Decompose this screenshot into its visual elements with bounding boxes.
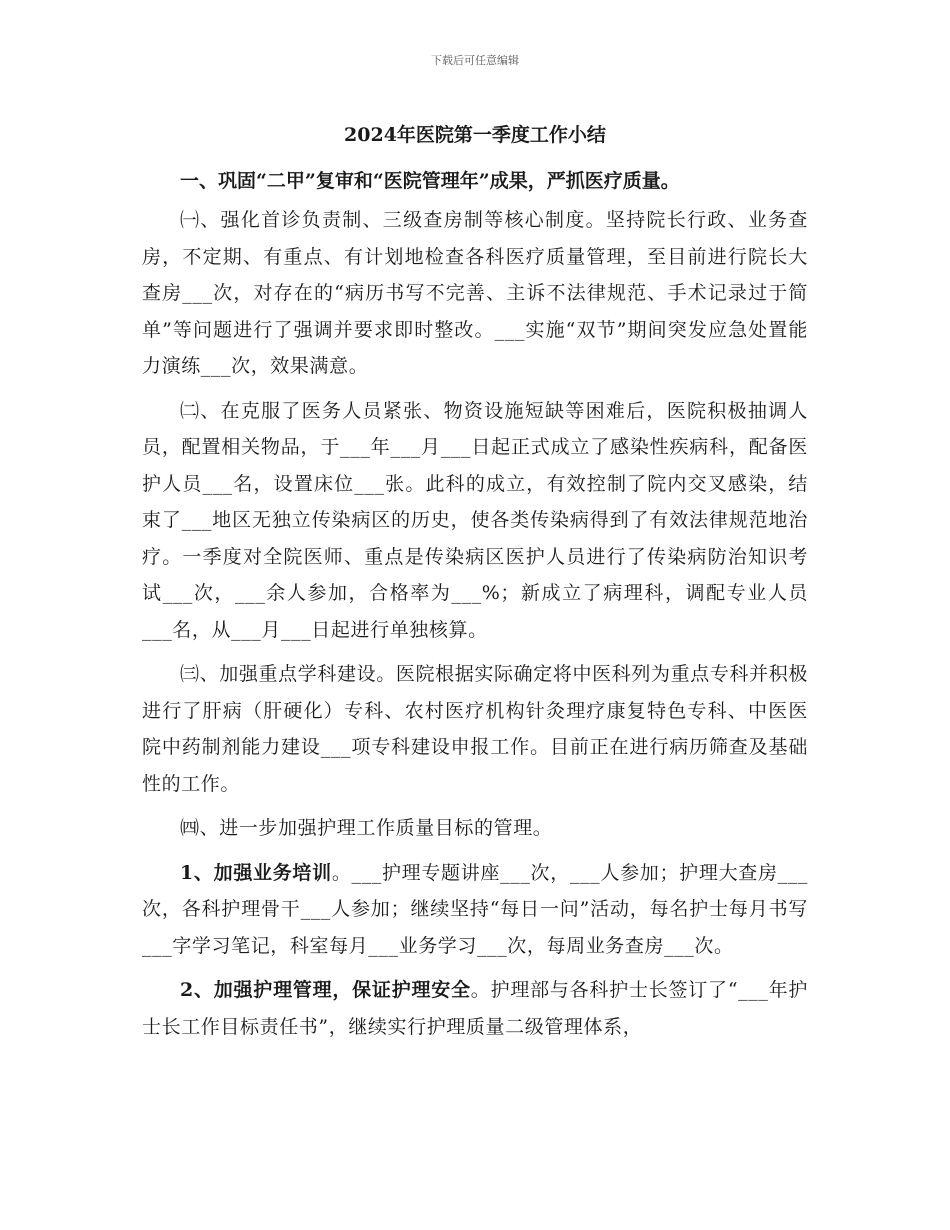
header-note: 下载后可任意编辑 xyxy=(431,54,519,67)
paragraph-1: ㈠、强化首诊负责制、三级查房制等核心制度。坚持院长行政、业务查房，不定期、有重点、有计划地检查各科医疗质量管理，至目前进行院长大查房___次，对存在的“病历书写不完善、主诉不法律规范、手术记录过于简单”等问题进行了强调并要求即时整改。___实施“双节”期间突发应急处置能力演练___次，效果满意。 xyxy=(142,209,808,377)
document-body xyxy=(142,118,808,1053)
paragraph-6-heading: 2、加强护理管理，保证护理安全 xyxy=(180,979,471,1001)
paragraph-4: ㈣、进一步加强护理工作质量目标的管理。 xyxy=(180,817,553,839)
paragraph-2: ㈡、在克服了医务人员紧张、物资设施短缺等困难后，医院积极抽调人员，配置相关物品，于___年___月___日起正式成立了感染性疾病科，配备医护人员___名，设置床位___张。此科的成立，有效控制了院内交叉感染，结束了___地区无独立传染病区的历史，使各类传染病得到了有效法律规范地治疗。一季度对全院医师、重点是传染病区医护人员进行了传染病防治知识考试___次，___余人参加，合格率为___%；新成立了病理科，调配专业人员___名，从___月___日起进行单独核算。 xyxy=(142,399,808,641)
paragraph-5-text: 。___护理专题讲座___次，___人参加；护理大查房___次，各科护理骨干___人参加；继续坚持“每日一问”活动，每名护士每月书写___字学习笔记，科室每月___业务学习___次，每周业务查房___次。 xyxy=(142,861,808,957)
document-title: 2024年医院第一季度工作小结 xyxy=(344,124,606,146)
paragraph-5 xyxy=(142,855,808,965)
paragraph-3: ㈢、加强重点学科建设。医院根据实际确定将中医科列为重点专科并积极进行了肝病（肝硬化）专科、农村医疗机构针灸理疗康复特色专科、中医医院中药制剂能力建设___项专科建设申报工作。目前正在进行病历筛查及基础性的工作。 xyxy=(142,663,808,795)
paragraph-6 xyxy=(142,972,808,1045)
paragraph-6-text: 。护理部与各科护士长签订了“___年护士长工作目标责任书”，继续实行护理质量二级管理体系， xyxy=(142,979,808,1038)
section-heading-1: 一、巩固“二甲”复审和“医院管理年”成果，严抓医疗质量。 xyxy=(180,170,680,192)
paragraph-5-heading: 1、加强业务培训 xyxy=(180,861,332,884)
